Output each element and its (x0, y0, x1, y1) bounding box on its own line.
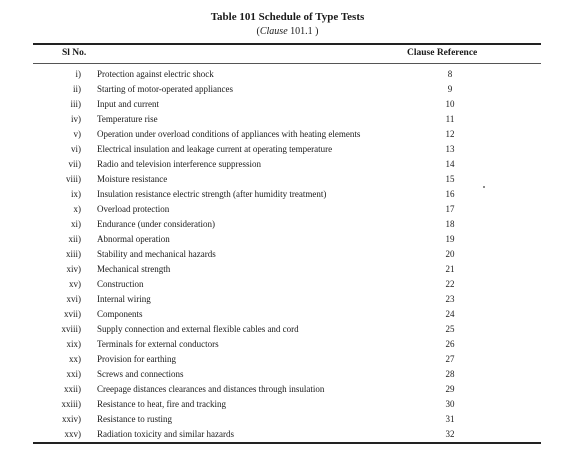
row-number: iii) (70, 99, 81, 109)
table-row (0, 247, 575, 262)
row-number: xxiv) (62, 414, 81, 424)
table-body (0, 67, 575, 442)
row-clause-reference: 26 (445, 339, 455, 349)
row-description: Endurance (under consideration) (97, 219, 215, 229)
table-header-rule (33, 63, 541, 64)
row-clause-reference: 18 (445, 219, 455, 229)
table-row (0, 307, 575, 322)
row-description: Insulation resistance electric strength (after humidity treatment) (97, 189, 327, 199)
table-row (0, 217, 575, 232)
subtitle-open-paren: ( (256, 26, 260, 37)
row-clause-reference: 14 (445, 159, 455, 169)
row-number: xxiii) (61, 399, 81, 409)
table-row (0, 262, 575, 277)
table-bottom-rule (33, 442, 541, 444)
row-description: Radio and television interference suppression (97, 159, 261, 169)
row-clause-reference: 12 (445, 129, 455, 139)
row-clause-reference: 15 (445, 174, 455, 184)
row-number: xvi) (66, 294, 81, 304)
row-description: Stability and mechanical hazards (97, 249, 216, 259)
row-description: Electrical insulation and leakage current at operating temperature (97, 144, 333, 154)
row-clause-reference: 19 (445, 234, 455, 244)
row-description: Moisture resistance (97, 174, 168, 184)
row-description: Temperature rise (97, 114, 158, 124)
row-description: Terminals for external conductors (97, 339, 219, 349)
row-description: Construction (97, 279, 144, 289)
row-description: Provision for earthing (97, 354, 176, 364)
row-description: Supply connection and external flexible cables and cord (97, 324, 299, 334)
table-row (0, 412, 575, 427)
row-description: Mechanical strength (97, 264, 171, 274)
table-row (0, 67, 575, 82)
row-description: Internal wiring (97, 294, 151, 304)
header-sl-no: Sl No. (62, 48, 87, 58)
row-clause-reference: 30 (445, 399, 455, 409)
row-clause-reference: 20 (445, 249, 455, 259)
row-clause-reference: 25 (445, 324, 455, 334)
table-title: Table 101 Schedule of Type Tests (210, 11, 365, 23)
row-number: xx) (69, 354, 81, 364)
row-number: xviii) (61, 324, 81, 334)
row-number: vii) (68, 159, 81, 169)
row-number: viii) (66, 174, 81, 184)
row-clause-reference: 8 (447, 69, 453, 79)
table-top-rule (33, 43, 541, 45)
table-subtitle (0, 26, 575, 37)
table-row (0, 202, 575, 217)
row-clause-reference: 21 (445, 264, 455, 274)
row-clause-reference: 32 (445, 429, 455, 439)
table-row (0, 322, 575, 337)
table-row (0, 277, 575, 292)
subtitle-clause-number: 101.1 ) (287, 26, 319, 37)
row-clause-reference: 9 (447, 84, 453, 94)
table-row (0, 82, 575, 97)
table-row (0, 427, 575, 442)
row-clause-reference: 16 (445, 189, 455, 199)
row-number: x) (73, 204, 81, 214)
row-description: Protection against electric shock (97, 69, 214, 79)
table-row (0, 292, 575, 307)
row-clause-reference: 28 (445, 369, 455, 379)
row-clause-reference: 22 (445, 279, 455, 289)
row-clause-reference: 23 (445, 294, 455, 304)
row-description: Components (97, 309, 143, 319)
row-number: v) (73, 129, 81, 139)
row-description: Resistance to rusting (97, 414, 172, 424)
row-number: xxii) (64, 384, 81, 394)
table-row (0, 127, 575, 142)
table-row (0, 367, 575, 382)
row-number: vi) (71, 144, 81, 154)
table-row (0, 157, 575, 172)
table-row (0, 172, 575, 187)
table-row (0, 187, 575, 202)
row-number: iv) (71, 114, 81, 124)
row-clause-reference: 11 (445, 114, 455, 124)
row-clause-reference: 13 (445, 144, 455, 154)
row-number: xxi) (66, 369, 81, 379)
row-clause-reference: 27 (445, 354, 455, 364)
subtitle-clause-word: Clause (259, 26, 288, 37)
row-description: Radiation toxicity and similar hazards (97, 429, 234, 439)
row-number: xiii) (66, 249, 81, 259)
row-description: Operation under overload conditions of appliances with heating elements (97, 129, 361, 139)
row-description: Resistance to heat, fire and tracking (97, 399, 226, 409)
row-number: xix) (66, 339, 81, 349)
row-description: Abnormal operation (97, 234, 170, 244)
row-number: i) (75, 69, 81, 79)
row-number: xiv) (66, 264, 81, 274)
table-row (0, 397, 575, 412)
table-row (0, 97, 575, 112)
row-number: xxv) (64, 429, 81, 439)
row-clause-reference: 31 (445, 414, 455, 424)
table-row (0, 112, 575, 127)
table-row (0, 232, 575, 247)
row-clause-reference: 17 (445, 204, 455, 214)
row-description: Input and current (97, 99, 159, 109)
row-description: Overload protection (97, 204, 170, 214)
table-row (0, 337, 575, 352)
row-description: Screws and connections (97, 369, 184, 379)
table-row (0, 352, 575, 367)
header-clause-reference: Clause Reference (407, 48, 478, 58)
row-description: Starting of motor-operated appliances (97, 84, 234, 94)
row-number: xvii) (64, 309, 81, 319)
row-number: xii) (68, 234, 81, 244)
row-number: xi) (71, 219, 81, 229)
table-row (0, 142, 575, 157)
row-number: xv) (69, 279, 81, 289)
row-clause-reference: 10 (445, 99, 455, 109)
row-clause-reference: 29 (445, 384, 455, 394)
row-number: ii) (73, 84, 81, 94)
row-clause-reference: 24 (445, 309, 455, 319)
scan-speck (483, 186, 485, 188)
row-number: ix) (71, 189, 81, 199)
table-row (0, 382, 575, 397)
row-description: Creepage distances clearances and distances through insulation (97, 384, 325, 394)
